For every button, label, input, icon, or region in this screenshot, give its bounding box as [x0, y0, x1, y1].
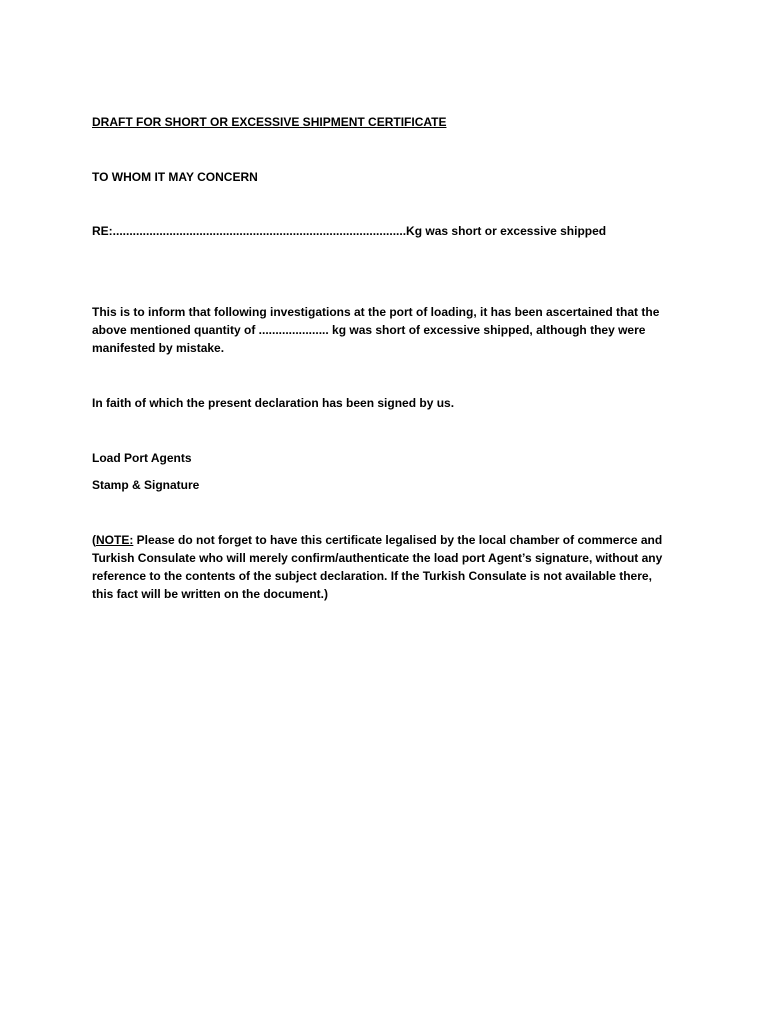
salutation: TO WHOM IT MAY CONCERN — [92, 170, 258, 184]
note-first-line-text: Please do not forget to have this certificate legalised by the local chamber of commerce and — [133, 533, 663, 547]
declaration-text: In faith of which the present declaration has been signed by us. — [92, 396, 455, 410]
body-line: manifested by mistake. — [92, 341, 225, 355]
note-line: reference to the contents of the subject declaration. If the Turkish Consulate is not available there, — [92, 569, 652, 583]
note-line: Turkish Consulate who will merely confirm/authenticate the load port Agent’s signature, without any — [92, 551, 663, 565]
note-line: this fact will be written on the document.) — [92, 587, 329, 601]
note-label: NOTE: — [96, 533, 134, 547]
body-paragraph — [92, 303, 682, 357]
signatory-label: Load Port Agents — [92, 451, 192, 465]
stamp-signature-label: Stamp & Signature — [92, 478, 200, 492]
note-paragraph — [92, 531, 682, 603]
body-line: above mentioned quantity of ..................... kg was short of excessive shipped, although they were — [92, 323, 646, 337]
note-first-line — [92, 531, 682, 549]
note-open-paren: ( — [92, 533, 96, 547]
document-title: DRAFT FOR SHORT OR EXCESSIVE SHIPMENT CERTIFICATE — [92, 115, 447, 129]
re-line: RE:........................................................................................Kg was short or excessive shipped — [92, 224, 607, 238]
body-line: This is to inform that following investigations at the port of loading, it has been ascertained that the — [92, 305, 660, 319]
